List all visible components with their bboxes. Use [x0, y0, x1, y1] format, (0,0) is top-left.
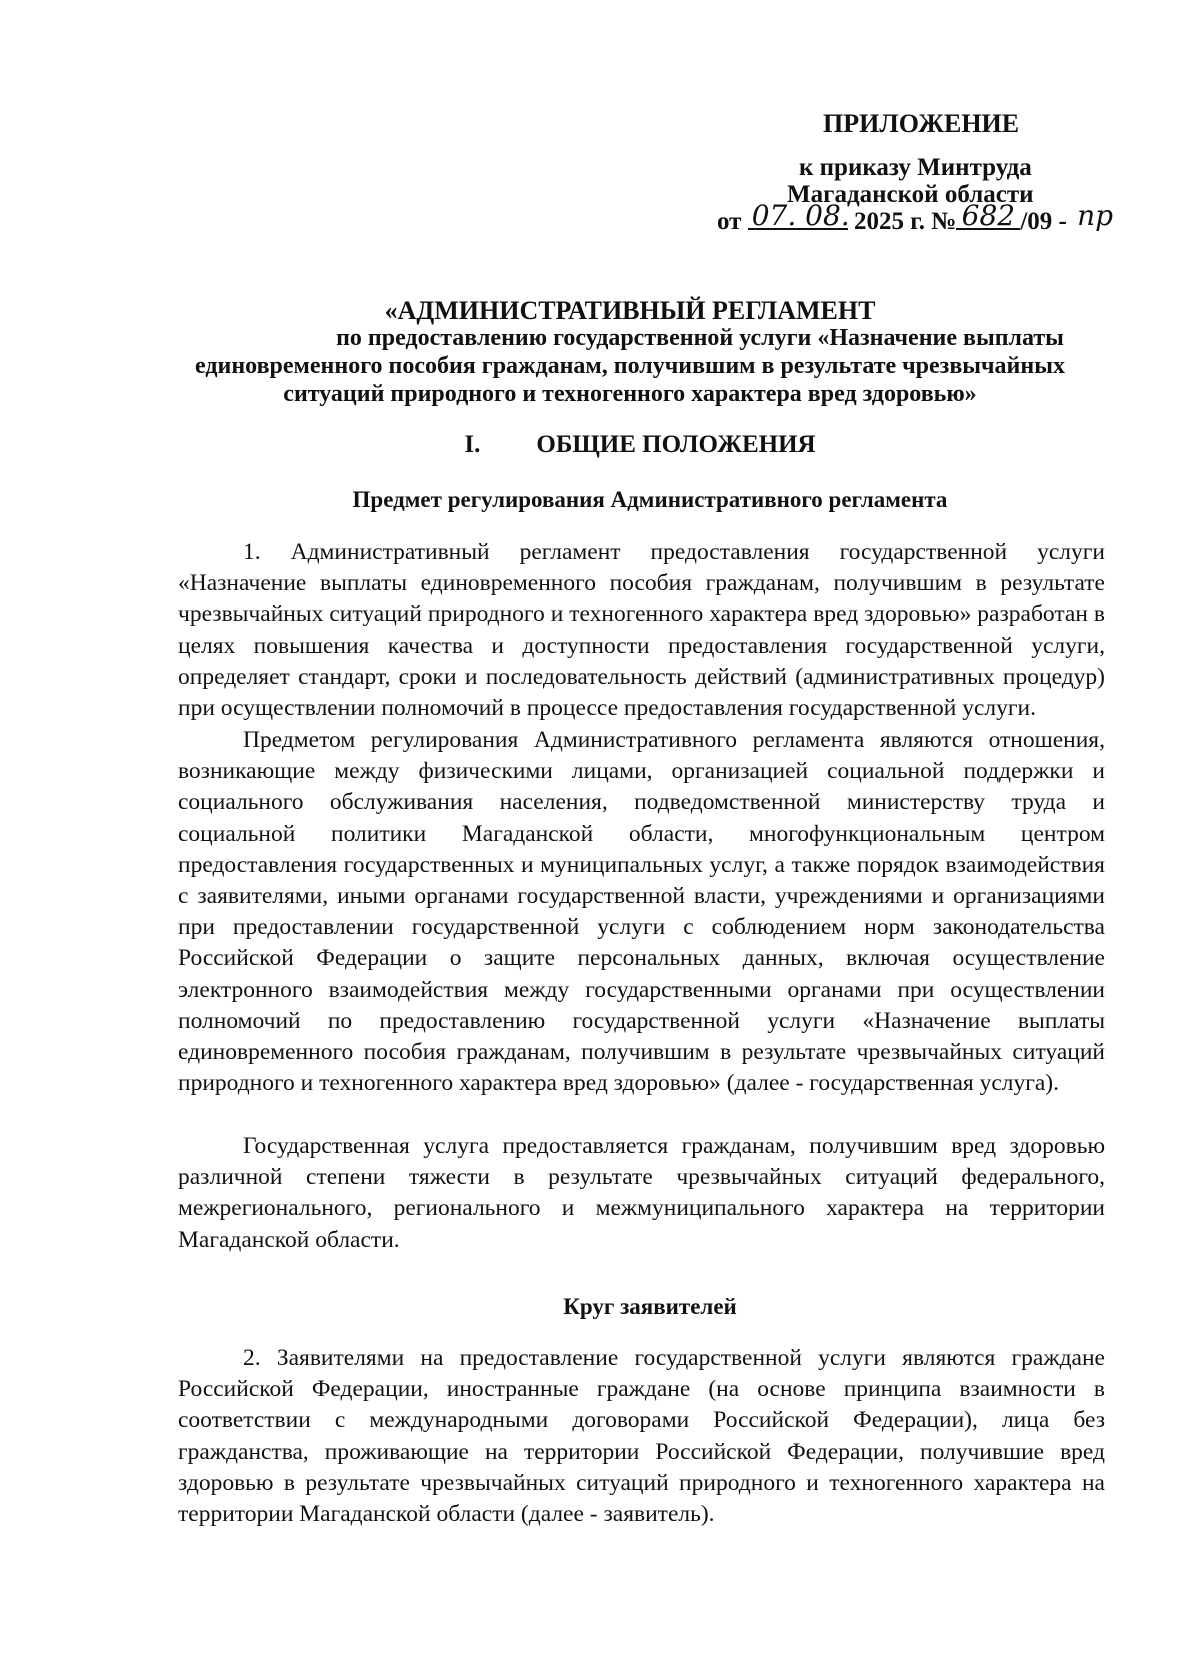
- date-prefix: от: [717, 208, 742, 235]
- approval-date-number-line: [717, 199, 1123, 235]
- approval-region-line: Магаданской области: [787, 181, 1034, 208]
- section-number: I.: [464, 431, 481, 458]
- year-number-label: 2025 г. №: [853, 208, 957, 235]
- handwritten-order-number: 682: [956, 204, 1020, 230]
- regulation-subtitle-line-3: ситуаций природного и техногенного характера вред здоровью»: [283, 381, 977, 407]
- paragraph-3: Государственная услуга предоставляется гражданам, получившим вред здоровью различной степени тяжести в результате чрезвычайных ситуаций федерального, межрегионального, регионального и межмуниципального характера на территории Магаданской области.: [178, 1133, 1105, 1253]
- section-heading: [190, 431, 1090, 459]
- regulation-subtitle-line-2: единовременного пособия гражданам, получившим в результате чрезвычайных: [195, 353, 1065, 379]
- subsection-heading-applicants: Круг заявителей: [563, 1294, 737, 1319]
- order-number-suffix: /09 -: [1020, 208, 1067, 235]
- section-title: ОБЩИЕ ПОЛОЖЕНИЯ: [536, 431, 816, 458]
- paragraph-2: Предметом регулирования Административного регламента являются отношения, возникающие между физическими лицами, организацией социальной поддержки и социального обслуживания населения, подведомственной министерству труда и социальной политики Магаданской области, многофункциональным центром предоставления государственных и муниципальных услуг, а также порядок взаимодействия с заявителями, иными органами государственной власти, учреждениями и организациями при предоставлении государственной услуги с соблюдением норм законодательства Российской Федерации о защите персональных данных, включая осуществление электронного взаимодействия между государственными органами при осуществлении полномочий по предоставлению государственной услуги «Назначение выплаты единовременного пособия гражданам, получившим в результате чрезвычайных ситуаций природного и техногенного характера вред здоровью» (далее - государственная услуга).: [178, 727, 1105, 1097]
- regulation-subtitle-line-1: по предоставлению государственной услуги «Назначение выплаты: [336, 325, 1064, 351]
- approval-order-line: к приказу Минтруда: [799, 154, 1032, 181]
- appendix-title: ПРИЛОЖЕНИЕ: [823, 109, 1020, 138]
- subsection-heading-subject: Предмет регулирования Административного регламента: [352, 487, 948, 512]
- paragraph-4: 2. Заявителями на предоставление государственной услуги являются граждане Российской Федерации, иностранные граждане (на основе принципа взаимности в соответствии с международными договорами Российской Федерации), лица без гражданства, проживающие на территории Российской Федерации, получившие вред здоровью в результате чрезвычайных ситуаций природного и техногенного характера на территории Магаданской области (далее - заявитель).: [178, 1345, 1105, 1528]
- paragraph-1: 1. Административный регламент предоставления государственной услуги «Назначение выплаты единовременного пособия гражданам, получившим в результате чрезвычайных ситуаций природного и техногенного характера вред здоровью» разработан в целях повышения качества и доступности предоставления государственной услуги, определяет стандарт, сроки и последовательность действий (административных процедур) при осуществлении полномочий в процессе предоставления государственной услуги.: [178, 539, 1105, 722]
- regulation-title: «АДМИНИСТРАТИВНЫЙ РЕГЛАМЕНТ: [384, 296, 876, 325]
- handwritten-suffix: пр: [1077, 199, 1114, 232]
- handwritten-date: 07. 08.: [748, 204, 848, 230]
